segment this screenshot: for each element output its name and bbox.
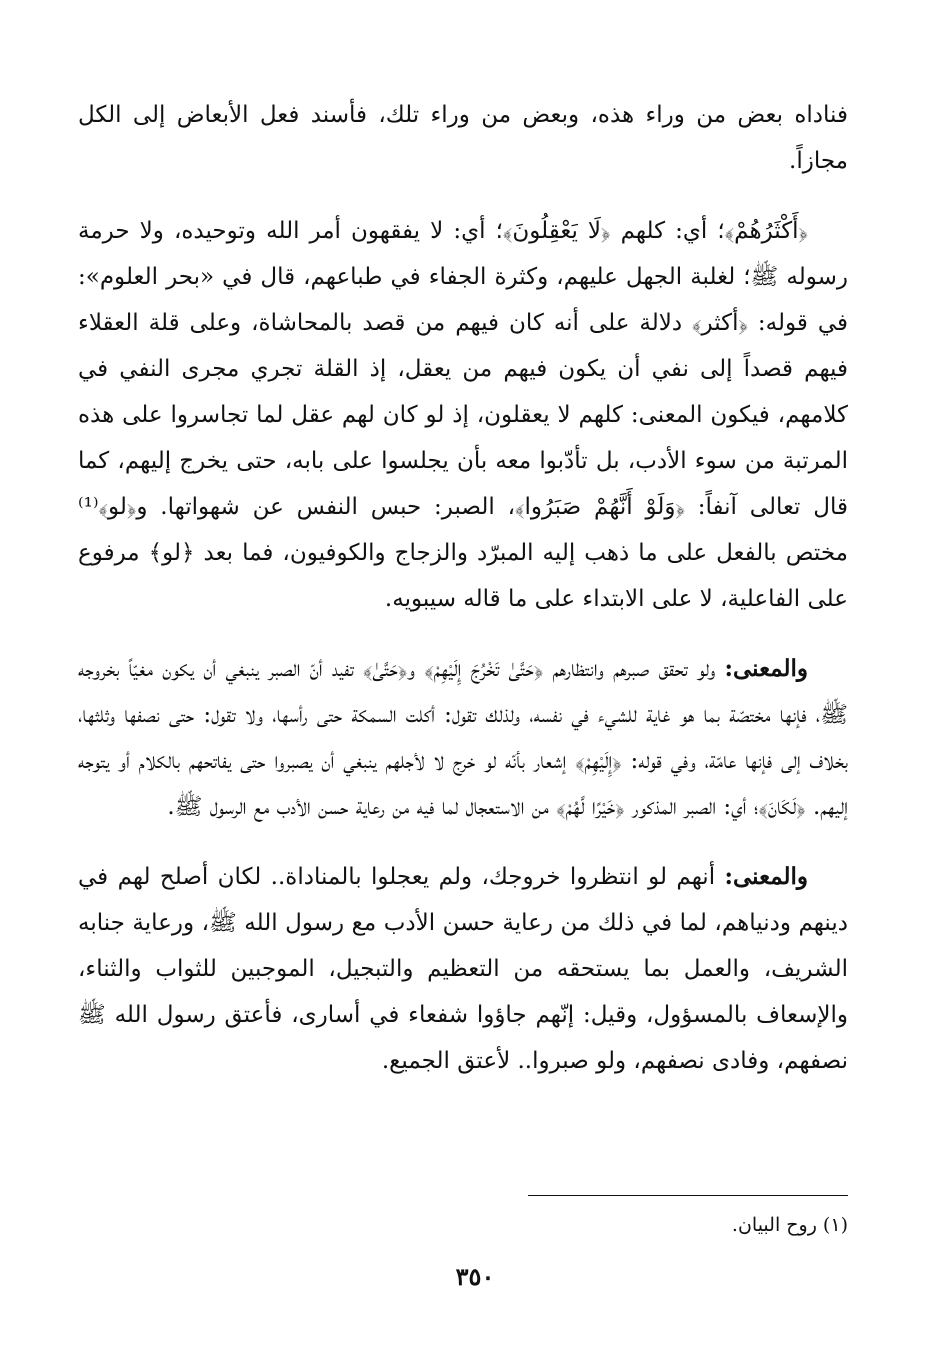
main-text	[78, 92, 848, 1108]
paragraph-text: ﴿أَكْثَرُهُمْ﴾؛ أي: كلهم ﴿لَا يَعْقِلُونَ﴾؛ أي: لا يفقهون أمر الله وتوحيده، ولا حرمة رسوله ﷺ؛ لغلبة الجهل عليهم، وكثرة الجفاء في طباعهم، قال في «بحر العلوم»: في قوله: ﴿أكثر﴾ دلالة على أنه كان فيهم من قصد بالمحاشاة، وعلى قلة العقلاء فيهم قصداً إلى نفي أن يكون فيهم من يعقل، إذ القلة تجري مجرى النفي في كلامهم، فيكون المعنى: كلهم لا يعقلون، إذ لو كان لهم عقل لما تجاسروا على هذه المرتبة من سوء الأدب، بل تأدّبوا معه بأن يجلسوا على بابه، حتى يخرج إليهم، كما قال تعالى آنفاً: ﴿وَلَوْ أَنَّهُمْ صَبَرُوا﴾، الصبر: حبس النفس عن شهواتها. و﴿لو﴾⁽¹⁾ مختص بالفعل على ما ذهب إليه المبرّد والزجاج والكوفيون، فما بعد ﴿لو﴾ مرفوع على الفاعلية، لا على الابتداء على ما قاله سيبويه.	[78, 218, 848, 612]
paragraph-text: فناداه بعض من وراء هذه، وبعض من وراء تلك، فأسند فعل الأبعاض إلى الكل مجازاً.	[78, 102, 848, 174]
paragraph-text: ولو تحقق صبرهم وانتظارهم ﴿حَتَّىٰ تَخْرُجَ إِلَيْهِمْ﴾ و﴿حَتَّىٰ﴾ تفيد أنّ الصبر ينبغي أن يكون مغيّاً بخروجه ﷺ، فإنها مختصّة بما هو غاية للشيء في نفسه، ولذلك تقول: أكلت السمكة حتى رأسها، ولا تقول: حتى نصفها وثلثها، بخلاف إلى فإنها عامّة، وفي قوله: ﴿إِلَيْهِمْ﴾ إشعار بأنّه لو خرج لا لأجلهم ينبغي أن يصبروا حتى يفاتحهم بالكلام أو يتوجه إليهم. ﴿لَكَانَ﴾؛ أي: الصبر المذكور ﴿خَيْرًا لَّهُمْ﴾ من الاستعجال لما فيه من رعاية حسن الأدب مع الرسول ﷺ.	[78, 656, 848, 820]
footnote-divider	[528, 1195, 848, 1196]
page-number: ٣٥٠	[455, 1262, 495, 1291]
paragraph-1	[78, 92, 848, 184]
paragraph-lead: والمعنى:	[724, 655, 808, 682]
paragraph-2	[78, 208, 848, 622]
paragraph-3	[78, 646, 848, 830]
paragraph-lead: والمعنى:	[724, 863, 808, 890]
paragraph-text: أنهم لو انتظروا خروجك، ولم يعجلوا بالمناداة.. لكان أصلح لهم في دينهم ودنياهم، لما في ذلك من رعاية حسن الأدب مع رسول الله ﷺ، ورعاية جنابه الشريف، والعمل بما يستحقه من التعظيم والتبجيل، الموجبين للثواب والثناء، والإسعاف بالمسؤول، وقيل: إنّهم جاؤوا شفعاء في أسارى، فأعتق رسول الله ﷺ نصفهم، وفادى نصفهم، ولو صبروا.. لأعتق الجميع.	[78, 864, 848, 1074]
footnote: (١) روح البيان.	[731, 1214, 848, 1236]
paragraph-4	[78, 854, 848, 1084]
